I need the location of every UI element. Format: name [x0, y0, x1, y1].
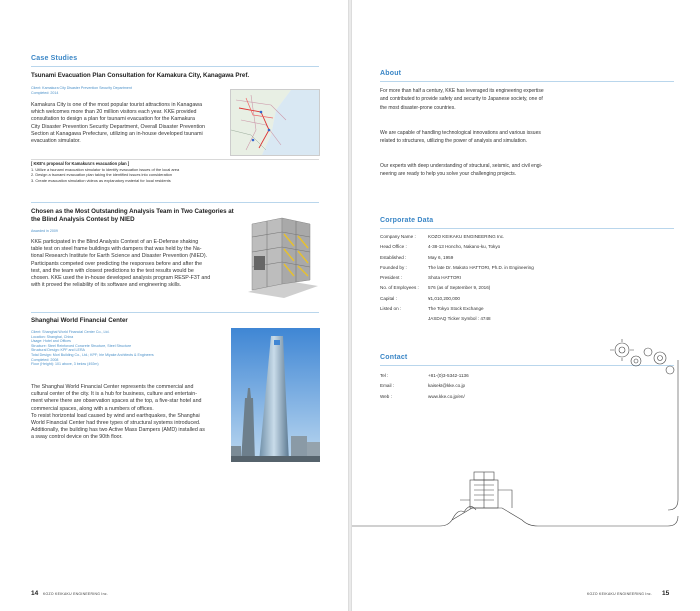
case2-body — [31, 239, 231, 289]
about-line: related to structures, utilizing the power of analysis and simulation. — [380, 138, 528, 145]
proposal-title: [ KKE's proposal for Kamakura's evacuation plan ] — [31, 161, 130, 166]
section-divider — [380, 228, 674, 229]
about-line: Our experts with deep understanding of structural, seismic, and civil engi- — [380, 163, 543, 169]
row-key: Tel : — [380, 373, 389, 378]
row-key: Capital : — [380, 295, 397, 301]
about-line: and contributed to provide safety and security to Japanese society, one of — [380, 96, 543, 103]
body-line: KKE participated in the Blind Analysis Contest of an E-Defense shaking — [31, 239, 199, 245]
tsunami-map-image — [230, 89, 320, 156]
email-link[interactable]: kaisekI@kke.co.jp — [428, 383, 466, 389]
about-line: neering are ready to help you solve your challenging projects. — [380, 171, 517, 178]
row-value: The late Dr. Makoto HATTORI, Ph.D. in Engineering — [428, 264, 534, 270]
about-paragraph — [380, 162, 674, 179]
row-value: May 6, 1959 — [428, 254, 454, 260]
proposal-item: 3. Create evacuation simulation videos as explanatory material for local residents — [31, 177, 171, 183]
row-value: The Tokyo Stock Exchange — [428, 306, 484, 312]
case-studies-title: Case Studies — [31, 55, 78, 62]
row-key: Web : — [380, 393, 392, 399]
row-key: Head Office : — [380, 244, 407, 250]
body-line: To resist horizontal load caused by wind and earthquakes, the Shanghai — [31, 412, 200, 419]
body-line: which welcomes more than 20 million visitors each year. KKE provided — [31, 109, 197, 116]
case1-proposal — [31, 161, 321, 183]
row-value: KOZO KEIKAKU ENGINEERING Inc. — [428, 234, 505, 239]
body-line: World Financial Center had three types of structural systems introduced. — [31, 420, 201, 427]
body-line: cultural center of the city. It is a hub for business, culture and entertain- — [31, 391, 197, 398]
about-line: We are capable of handling technological innovations and various issues — [380, 130, 541, 136]
body-line: The Shanghai World Financial Center represents the commercial and — [31, 384, 194, 390]
shanghai-tower-photo — [231, 328, 320, 462]
row-value: 4-38-13 Honcho, Nakano-ku, Tokyo — [428, 244, 501, 250]
body-line: test, and the team with closest predictions to the test results would be — [31, 267, 194, 274]
case2-title-line: Chosen as the Most Outstanding Analysis Team in Two Categories at — [31, 208, 234, 215]
about-line: the most disaster-prone countries. — [380, 104, 456, 111]
corporate-data-table — [380, 232, 674, 325]
section-divider — [31, 312, 319, 313]
meta-line: Completed: 2008 — [31, 357, 59, 362]
body-line: a sway control device on the 90th floor. — [31, 434, 123, 441]
page-number: 15 — [662, 590, 670, 597]
line-art-illustration — [352, 330, 700, 530]
row-value: JASDAQ Ticker Symbol : 4748 — [428, 316, 491, 322]
meta-line: Floor (Height): 101 above, 3 below (492m) — [31, 362, 99, 367]
section-divider — [31, 202, 319, 203]
meta-line: Location: Shanghai, China — [31, 334, 74, 339]
corporate-row — [380, 314, 674, 324]
about-line: For more than half a century, KKE has leveraged its engineering expertise — [380, 88, 544, 94]
case3-body — [31, 384, 229, 442]
meta-line: Client: Kamakura City Disaster Prevention Security Department — [31, 86, 132, 90]
corporate-row — [380, 273, 674, 283]
body-line: chosen. KKE used the in-house developed analysis program RESP-F3T and — [31, 275, 211, 282]
row-key: Established : — [380, 254, 407, 260]
row-key: Founded by : — [380, 264, 407, 270]
case1-body — [31, 102, 226, 145]
body-line: tional Research Institute for Earth Science and Disaster Prevention (NIED). — [31, 253, 208, 260]
web-link[interactable]: www.kke.co.jp/en/ — [428, 393, 465, 399]
proposal-item: 2. Design a tsunami evacuation plan taking the identified issues into consideration — [31, 172, 173, 178]
corporate-row — [380, 242, 674, 252]
contact-title: Contact — [380, 354, 408, 361]
divider — [31, 159, 319, 160]
row-key: President : — [380, 275, 402, 281]
about-title: About — [380, 70, 402, 77]
corporate-row — [380, 263, 674, 273]
about-paragraph — [380, 87, 674, 112]
case3-meta — [31, 330, 229, 367]
body-line: ment where there are observation spaces at the top, a five-star hotel and — [31, 398, 202, 405]
row-value: 576 (as of September 9, 2016) — [428, 285, 491, 291]
body-line: Kamakura City is one of the most popular tourist attractions in Kanagawa — [31, 102, 203, 108]
body-line: Additionally, the building has two Active Mass Dampers (AMD) installed as — [31, 427, 205, 434]
proposal-item: 1. Utilize a tsunami evacuation simulator to identify evacuation issues of the local area — [31, 167, 180, 172]
corporate-data-title: Corporate Data — [380, 217, 434, 224]
body-line: Participants competed over predicting the responses before and after the — [31, 260, 203, 267]
corporate-row — [380, 294, 674, 304]
page-number: 14 — [31, 590, 39, 597]
meta-line: Client: Shanghai World Financial Center Co., Ltd. — [31, 330, 110, 334]
meta-line: Structure: Steel Reinforced Concrete Structure, Steel Structure — [31, 343, 132, 348]
meta-line: Structural Design: KPF and LERA — [31, 348, 85, 353]
case1-meta — [31, 86, 221, 95]
section-divider — [380, 81, 674, 82]
row-key — [380, 314, 428, 324]
body-line: evacuation simulator. — [31, 138, 81, 145]
case1-title: Tsunami Evacuation Plan Consultation for Kamakura City, Kanagawa Pref. — [31, 72, 250, 79]
section-divider — [31, 66, 319, 67]
case2-meta: Awarded in 2009 — [31, 229, 58, 233]
meta-line: Completed: 2014 — [31, 90, 59, 95]
row-value: ¥1,010,200,000 — [428, 295, 460, 301]
meta-line: Usage: Hotel and Offices — [31, 339, 71, 344]
row-value: Shota HATTORI — [428, 275, 462, 281]
right-page — [352, 0, 700, 611]
footer-company: KOZO KEIKAKU ENGINEERING Inc. — [43, 592, 109, 596]
row-key: No. of Employees : — [380, 285, 419, 291]
row-key: Company Name : — [380, 234, 416, 239]
body-line: table test on steel frame buildings with dampers that was held by the Na- — [31, 246, 202, 253]
body-line: with it proved the reliability of its software and engineering skills. — [31, 282, 182, 289]
case2-title — [31, 208, 241, 224]
corporate-row — [380, 232, 674, 242]
left-page — [0, 0, 348, 611]
case3-title: Shanghai World Financial Center — [31, 317, 128, 324]
body-line: Section at Kanagawa Prefecture, utilizing an in-house developed tsunami — [31, 130, 203, 137]
corporate-row — [380, 304, 674, 314]
corporate-row — [380, 283, 674, 293]
row-key: Email : — [380, 383, 395, 389]
body-line: City Disaster Prevention Security Department, Overall Disaster Prevention — [31, 123, 205, 130]
corporate-row — [380, 253, 674, 263]
phone-number[interactable]: +81-(0)3-5342-1136 — [428, 373, 469, 378]
about-paragraph — [380, 129, 674, 146]
meta-line: Total Design: Mori Building Co., Ltd.; KPF; Irie Miyake Architects & Engineers — [31, 352, 154, 357]
body-line: commercial spaces, along with a numbers of offices. — [31, 405, 154, 412]
row-key: Listed on : — [380, 306, 402, 312]
footer-company: KOZO KEIKAKU ENGINEERING Inc. — [587, 592, 653, 596]
body-line: consultation to design a plan for tsunami evacuation for the Kamakura — [31, 116, 196, 123]
steel-frame-building-image — [240, 214, 322, 298]
case2-title-line: the Blind Analysis Contest by NIED — [31, 216, 135, 223]
